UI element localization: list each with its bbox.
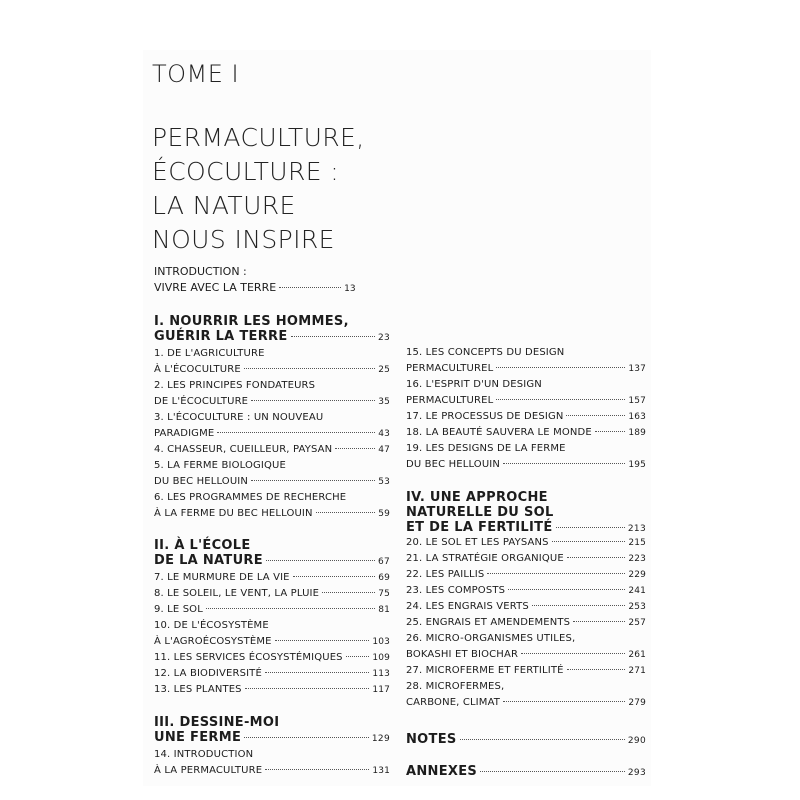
chapter-title: 5. LA FERME BIOLOGIQUE — [154, 460, 286, 471]
page-number: 253 — [628, 602, 646, 612]
toc-line — [406, 345, 646, 361]
toc-line — [406, 647, 646, 663]
dot-leader — [251, 399, 375, 401]
page-number: 137 — [628, 364, 646, 374]
page-number: 271 — [628, 666, 646, 676]
toc-line — [406, 764, 646, 779]
toc-line — [406, 505, 646, 520]
page-number: 290 — [627, 736, 646, 746]
chapter-title: BOKASHI ET BIOCHAR — [406, 649, 519, 660]
toc-line — [154, 442, 390, 458]
toc-line — [406, 732, 646, 747]
dot-leader — [316, 511, 376, 513]
dot-leader — [552, 540, 626, 542]
toc-line — [154, 346, 390, 362]
toc-line — [406, 679, 646, 695]
chapter-title: 8. LE SOLEIL, LE VENT, LA PLUIE — [154, 588, 320, 599]
toc-introduction — [154, 264, 390, 296]
dot-leader — [556, 526, 625, 528]
chapter-title: 10. DE L'ÉCOSYSTÈME — [154, 620, 269, 631]
toc-line — [154, 618, 390, 634]
dot-leader — [460, 738, 625, 740]
chapter-title: 15. LES CONCEPTS DU DESIGN — [406, 347, 565, 358]
toc-line — [154, 763, 390, 779]
page-number: 103 — [372, 637, 390, 647]
toc-line — [406, 361, 646, 377]
page-number: 241 — [628, 586, 646, 596]
page-number: 189 — [628, 428, 646, 438]
page-number: 35 — [378, 397, 390, 407]
chapter-title: DU BEC HELLOUIN — [406, 459, 501, 470]
toc-line — [406, 695, 646, 711]
dot-leader — [487, 572, 625, 574]
page-number: 81 — [378, 605, 390, 615]
toc-line — [406, 535, 646, 551]
dot-leader — [496, 366, 625, 368]
dot-leader — [566, 414, 625, 416]
chapter-title: 27. MICROFERME ET FERTILITÉ — [406, 665, 564, 676]
page-number: 117 — [372, 685, 390, 695]
toc-line — [154, 634, 390, 650]
page-number: 109 — [372, 653, 390, 663]
chapter-title: 7. LE MURMURE DE LA VIE — [154, 572, 290, 583]
part-heading — [154, 715, 390, 745]
chapter-list — [154, 570, 390, 698]
page-number: 47 — [378, 445, 390, 455]
chapter-list-continued — [406, 345, 646, 473]
toc-line — [406, 615, 646, 631]
part-title: IV. UNE APPROCHE — [406, 490, 548, 505]
part-title: NATURELLE DU SOL — [406, 505, 554, 520]
chapter-title: PARADIGME — [154, 428, 215, 439]
page-number: 157 — [628, 396, 646, 406]
toc-line — [154, 426, 390, 442]
dot-leader — [573, 620, 625, 622]
chapter-title: 16. L'ESPRIT D'UN DESIGN — [406, 379, 542, 390]
toc-line — [406, 599, 646, 615]
page-number: 223 — [628, 554, 646, 564]
toc-line — [406, 377, 646, 393]
chapter-title: 21. LA STRATÉGIE ORGANIQUE — [406, 553, 564, 564]
chapter-list — [154, 346, 390, 522]
chapter-title: 18. LA BEAUTÉ SAUVERA LE MONDE — [406, 427, 592, 438]
toc-line — [154, 474, 390, 490]
part-title: GUÉRIR LA TERRE — [154, 329, 288, 344]
toc-line — [154, 329, 390, 344]
page-number: 69 — [378, 573, 390, 583]
notes-label: NOTES — [406, 732, 457, 747]
toc-line — [406, 631, 646, 647]
chapter-title: PERMACULTUREL — [406, 363, 494, 374]
toc-part-3 — [154, 715, 390, 779]
part-title: UNE FERME — [154, 730, 242, 745]
toc-line — [154, 264, 390, 280]
page-number: 67 — [377, 557, 390, 567]
dot-leader — [217, 431, 375, 433]
dot-leader — [266, 559, 375, 561]
chapter-title: 24. LES ENGRAIS VERTS — [406, 601, 529, 612]
chapter-title: DU BEC HELLOUIN — [154, 476, 249, 487]
page-number: 113 — [372, 669, 390, 679]
dot-leader — [503, 462, 625, 464]
toc-line — [406, 457, 646, 473]
toc-part-4 — [406, 490, 646, 711]
chapter-title: 9. LE SOL — [154, 604, 203, 615]
part-title: I. NOURRIR LES HOMMES, — [154, 314, 349, 329]
chapter-title: 19. LES DESIGNS DE LA FERME — [406, 443, 566, 454]
chapter-title: 6. LES PROGRAMMES DE RECHERCHE — [154, 492, 347, 503]
toc-line — [154, 747, 390, 763]
dot-leader — [508, 588, 625, 590]
page-number: 131 — [372, 766, 390, 776]
part-title: DE LA NATURE — [154, 553, 263, 568]
toc-line — [154, 602, 390, 618]
page-number: 229 — [628, 570, 646, 580]
chapter-list — [154, 747, 390, 779]
toc-line — [154, 280, 390, 296]
page-number: 293 — [627, 768, 646, 778]
part-heading — [406, 490, 646, 535]
chapter-title: 1. DE L'AGRICULTURE — [154, 348, 265, 359]
title-line: ÉCOCULTURE : — [152, 157, 340, 186]
toc-line — [406, 393, 646, 409]
dot-leader — [279, 286, 341, 288]
toc-line — [154, 570, 390, 586]
toc-line — [406, 409, 646, 425]
chapter-title: 17. LE PROCESSUS DE DESIGN — [406, 411, 564, 422]
dot-leader — [567, 556, 626, 558]
chapter-title: À LA PERMACULTURE — [154, 765, 263, 776]
annexes-label: ANNEXES — [406, 764, 478, 779]
page-number: 279 — [628, 698, 646, 708]
chapter-title: À L'AGROÉCOSYSTÈME — [154, 636, 272, 647]
dot-leader — [275, 639, 370, 641]
page-number: 129 — [371, 734, 390, 744]
toc-line — [154, 314, 390, 329]
title-line: LA NATURE — [152, 191, 296, 220]
toc-annexes — [406, 764, 646, 779]
dot-leader — [521, 652, 625, 654]
chapter-list — [406, 535, 646, 711]
chapter-title: 26. MICRO-ORGANISMES UTILES, — [406, 633, 576, 644]
toc-line — [154, 362, 390, 378]
toc-line — [154, 538, 390, 553]
page-number: 43 — [378, 429, 390, 439]
dot-leader — [496, 398, 625, 400]
page-number: 23 — [377, 333, 390, 343]
dot-leader — [480, 770, 625, 772]
chapter-title: CARBONE, CLIMAT — [406, 697, 501, 708]
toc-line — [154, 666, 390, 682]
dot-leader — [532, 604, 625, 606]
tome-label: TOME I — [152, 60, 240, 88]
dot-leader — [265, 768, 369, 770]
part-title: ET DE LA FERTILITÉ — [406, 520, 553, 535]
page-number: 25 — [378, 365, 390, 375]
dot-leader — [244, 736, 369, 738]
page-number: 75 — [378, 589, 390, 599]
page-number: 261 — [628, 650, 646, 660]
dot-leader — [245, 687, 370, 689]
dot-leader — [335, 447, 375, 449]
dot-leader — [346, 655, 370, 657]
chapter-title: 11. LES SERVICES ÉCOSYSTÉMIQUES — [154, 652, 343, 663]
title-line: PERMACULTURE, — [152, 123, 365, 152]
chapter-title: 4. CHASSEUR, CUEILLEUR, PAYSAN — [154, 444, 333, 455]
toc-line — [154, 378, 390, 394]
chapter-title: 25. ENGRAIS ET AMENDEMENTS — [406, 617, 571, 628]
dot-leader — [244, 367, 375, 369]
toc-line — [406, 583, 646, 599]
part-title: II. À L'ÉCOLE — [154, 538, 251, 553]
page-number: 257 — [628, 618, 646, 628]
toc-line — [406, 551, 646, 567]
toc-notes — [406, 732, 646, 747]
dot-leader — [293, 575, 376, 577]
intro-title: VIVRE AVEC LA TERRE — [154, 281, 277, 294]
dot-leader — [503, 700, 625, 702]
chapter-title: À L'ÉCOCULTURE — [154, 364, 241, 375]
chapter-title: 23. LES COMPOSTS — [406, 585, 506, 596]
toc-line — [154, 553, 390, 568]
toc-line — [154, 586, 390, 602]
chapter-title: DE L'ÉCOCULTURE — [154, 396, 249, 407]
chapter-title: 28. MICROFERMES, — [406, 681, 505, 692]
chapter-title: 20. LE SOL ET LES PAYSANS — [406, 537, 549, 548]
toc-line — [154, 410, 390, 426]
toc-line — [406, 520, 646, 535]
toc-line — [154, 730, 390, 745]
toc-line — [154, 394, 390, 410]
toc-part-2 — [154, 538, 390, 698]
page-number: 215 — [628, 538, 646, 548]
intro-label: INTRODUCTION : — [154, 265, 247, 278]
toc-line — [154, 458, 390, 474]
dot-leader — [567, 668, 626, 670]
book-title — [152, 121, 365, 257]
part-title: III. DESSINE-MOI — [154, 715, 280, 730]
toc-line — [154, 506, 390, 522]
toc-line — [406, 490, 646, 505]
page-number: 59 — [378, 509, 390, 519]
chapter-title: 2. LES PRINCIPES FONDATEURS — [154, 380, 316, 391]
page-number: 213 — [627, 524, 646, 534]
page-number: 195 — [628, 460, 646, 470]
chapter-title: PERMACULTUREL — [406, 395, 494, 406]
dot-leader — [265, 671, 369, 673]
chapter-title: 14. INTRODUCTION — [154, 749, 254, 760]
toc-line — [406, 425, 646, 441]
page-number: 53 — [378, 477, 390, 487]
chapter-title: 22. LES PAILLIS — [406, 569, 485, 580]
dot-leader — [206, 607, 375, 609]
chapter-title: 3. L'ÉCOCULTURE : UN NOUVEAU — [154, 412, 324, 423]
toc-line — [406, 441, 646, 457]
chapter-title: À LA FERME DU BEC HELLOUIN — [154, 508, 313, 519]
page-number: 163 — [628, 412, 646, 422]
toc-line — [154, 715, 390, 730]
dot-leader — [595, 430, 626, 432]
dot-leader — [251, 479, 375, 481]
toc-line — [406, 663, 646, 679]
page-number: 13 — [344, 284, 356, 294]
dot-leader — [291, 335, 375, 337]
title-line: NOUS INSPIRE — [152, 225, 335, 254]
chapter-title: 13. LES PLANTES — [154, 684, 242, 695]
toc-line — [406, 567, 646, 583]
chapter-title: 12. LA BIODIVERSITÉ — [154, 668, 262, 679]
toc-line — [154, 490, 390, 506]
dot-leader — [322, 591, 375, 593]
part-heading — [154, 538, 390, 568]
part-heading — [154, 314, 390, 344]
toc-line — [154, 650, 390, 666]
toc-part-1 — [154, 314, 390, 522]
toc-line — [154, 682, 390, 698]
